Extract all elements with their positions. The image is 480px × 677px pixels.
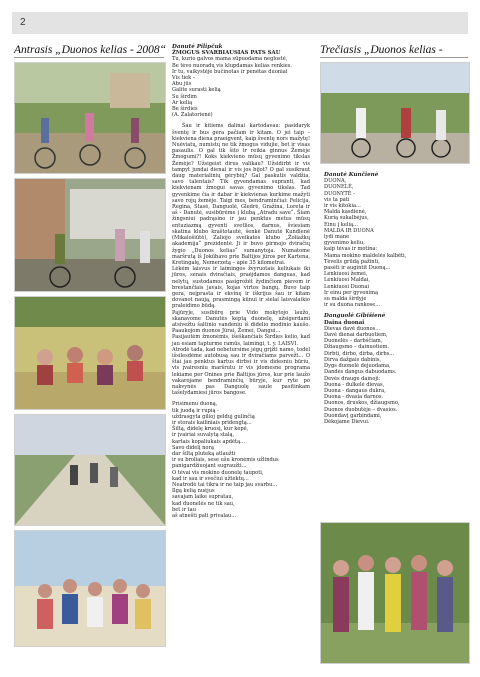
- photo-cyclists-road: [320, 62, 470, 164]
- poem-duona: DUONA, DUONELĖ, DUONYTĖ - vis ta pati ir vis kitokia... Malda kasdienė, Kurią sukalbėjus, Einu į kelią... MALDA IR DUONA lydi mane gyvenimo keliu, kaip tėvas ir motina: Mama mokino maldelės kalbėti, Tėvelis grūdą pažinti, pasėti ir augintit Duoną... Lenkiuosi žemei, Lenkiuosi Maldai, Lenkiuosi Duonai Ir einu per gyvenimą su malda širdyje ir su duona rankose...: [324, 178, 407, 309]
- left-section-title: Antrasis „Duonos kelias - 2008“: [14, 44, 167, 56]
- photo-group-in-field: [14, 296, 166, 410]
- poem-author-kunciene: Danutė Kunčienė: [324, 172, 379, 178]
- article-heading: ŽMOGUS SVARBIAUSIAS PATS SAU: [172, 50, 281, 57]
- photo-gravel-road: [14, 414, 166, 526]
- article-author: Danutė Pilipčuk: [172, 44, 223, 50]
- right-poems: [324, 172, 468, 522]
- top-bar: [12, 12, 468, 34]
- photo-women-group: [320, 522, 470, 664]
- photo-cyclists-village: [14, 62, 166, 174]
- right-section-title: Trečiasis „Duonos kelias -: [320, 44, 443, 56]
- photo-cyclists-house: [14, 178, 166, 292]
- closing-poem: Prisimenu duoną, tik juodą ir rupią - uždrasgyta gilioj gelduj gulinčią ir storais kailiniais pridengtą... Šiltą, didelę kruosį, kur kepė, ir įvairiai suvalytą stalą, kartais kopaliukais apdėtą... Savo didelį norą dar šiltą pluteką atlaužti ir su broliais, sese ušu kronėmis užlindus panigardžiuojant sugraužti... O tėvai vis mokino duonelę taupoti, kad ir sau ir svečiui užtektų... Neatrodė tai tikra ir ne taip jau svarbu... Ilgą kelią nuėjus savajam laike supratau, kad duonelės ne tik sau, bet ir tau aš atnešti pati privalau...: [172, 401, 279, 520]
- poem-daina-duonai: Dievas davė duonos... Davė dienai darbuotiem, Duonelės – darbščiam, Džiaugsmo – dainuotiem. Dirbti, dirbo, dirba, dirbs... Dirva dažgais dabinis, Dygs duonelė dejuodama, Dandės dangus dabuodams. Devės drauge dainoji: Duona - dulkelė dievas, Duona - dangaus dukra, Duona - dvasia darnos. Duonos, druskos, džiaugsmo, Duonos duobutėje – dvasios. Duondavį garbindami, Dėkojame Dievui.: [324, 325, 400, 425]
- poem-title-daina: Daina duonai: [324, 319, 365, 326]
- photo-group-at-beach: [14, 530, 166, 647]
- page-number: 2: [20, 17, 26, 28]
- middle-article: [172, 44, 310, 664]
- opening-poem: Tu, kurio galvos mama sūpuodama neglostė, Be tėvo nuoradų vis klupdamas kelias renkies. Ir tu, vaikystėje bučinotas ir penėtas duoniai Vis tiek – Abu jūs Galite surasti kelią Su širdim Ar kelią Be širdies (A. Zalatorienė): [172, 56, 292, 119]
- poem-author-gibisiene: Danguolė Gibišienė: [324, 313, 386, 320]
- right-title-rule: [320, 57, 468, 58]
- left-title-rule: [14, 57, 164, 58]
- article-body: Šau ir kitiems dalinai kartodavau: pasidaryk šventę ir bus gera pačiam ir kitam. O jei taip – kiekviena diena praeigvent, kaip šventę nors mažytę! Nuėviatų, numistų ne tik žmogus vidujie, bet ir visas pasaulis. O gal tik šito ir reikia ginnus Žemėje Žmogumi?! Koks kiekvieno mūsų gyvenimo tikslas Žemėje? Užsigeist dirus valikau? Užsidirbt ir vis tampyt jundai dienai ir vis jos bijot? O gal susikraut daug materialinių gėrybių? Gal paskutis valdžia, savo talentais? Tik gyvendamas supranti, kad kiekvienam žmogui savas gyvenimo tikslas. Tad gyvenkime čia ir dabar ir kiekvienas kurkime mažyti savo rojų žemėje. Taigi mes, bendraminčiai: Felicija, Regina, Stasė, Danguolė, Gledrė, Gražina, Loreta ir aš - Danutė, susibūrėme į klubą „Atradu save“. Šiam žingsniui padrąsino ir jau penktus metus mūsų entuziazmą gyventi svetlios, darnus, šviesiam skatina klubo kraštotautė, šenkė Danutė Kundienė (Mikalošiūtė), Zaliojo sveikatos klubo „Žoliažkų akademija“ prezidentė. Ji ir buvo pirmojo dviračių žygio „Duonos kelias“ sumanytoja. Numatome maršrutą iš Jokūbavo prie Baltijos jūros per Kartena, Kretingalę, Nemerzetą – apie 35 kilometrai. Lėkėm laisvus ir laimingos žvyruotais keliukais iki jūros, senais dviračiais, praėjdamos danguas, kad nelytų, sustodamos pasigrožėt žydinčiom pievom ir brestančiais javais, kojas virtos bangų. Buvo taip gera, neįprasta ir ekvinę ir iškrijus šau ir kitam dovanot naują, prasmingą kūnui ir sielai laisvalaikio praleidimo būdą. Pajūryje, susibūrę prie Vido mokytojo laužo, skanavome Danutės keptą duonelę, užsigerdami atsivežtu šaltinio vandeniu iš didelio modinio kaušo. Paaukojom duonos Jūrai, Žemei, Dangui... Pasijautėm žmonėmis, išeškančiais Širdies kelio, kad jau esiam tapturme ramūs, laimingi, t. y. LAISVI. Atrodė tada, kad nebetursime jėgų grįžti namo, todėl išsilesdėme autobusą sau ir dviračiams parvežt... O štai jau penktus kartus dirbsi ir vis didesniu būriu, vis įvairesniu maršrutu ir vis įdomesne programa lekiame per Onines prie Baltijos jūros, kur prie laužo vakarojame bendraminčių būryje, kur ryte po nakvynės pas Danguolę saule pasitinkam tašelydamiesi jūros bangose.: [172, 123, 310, 397]
